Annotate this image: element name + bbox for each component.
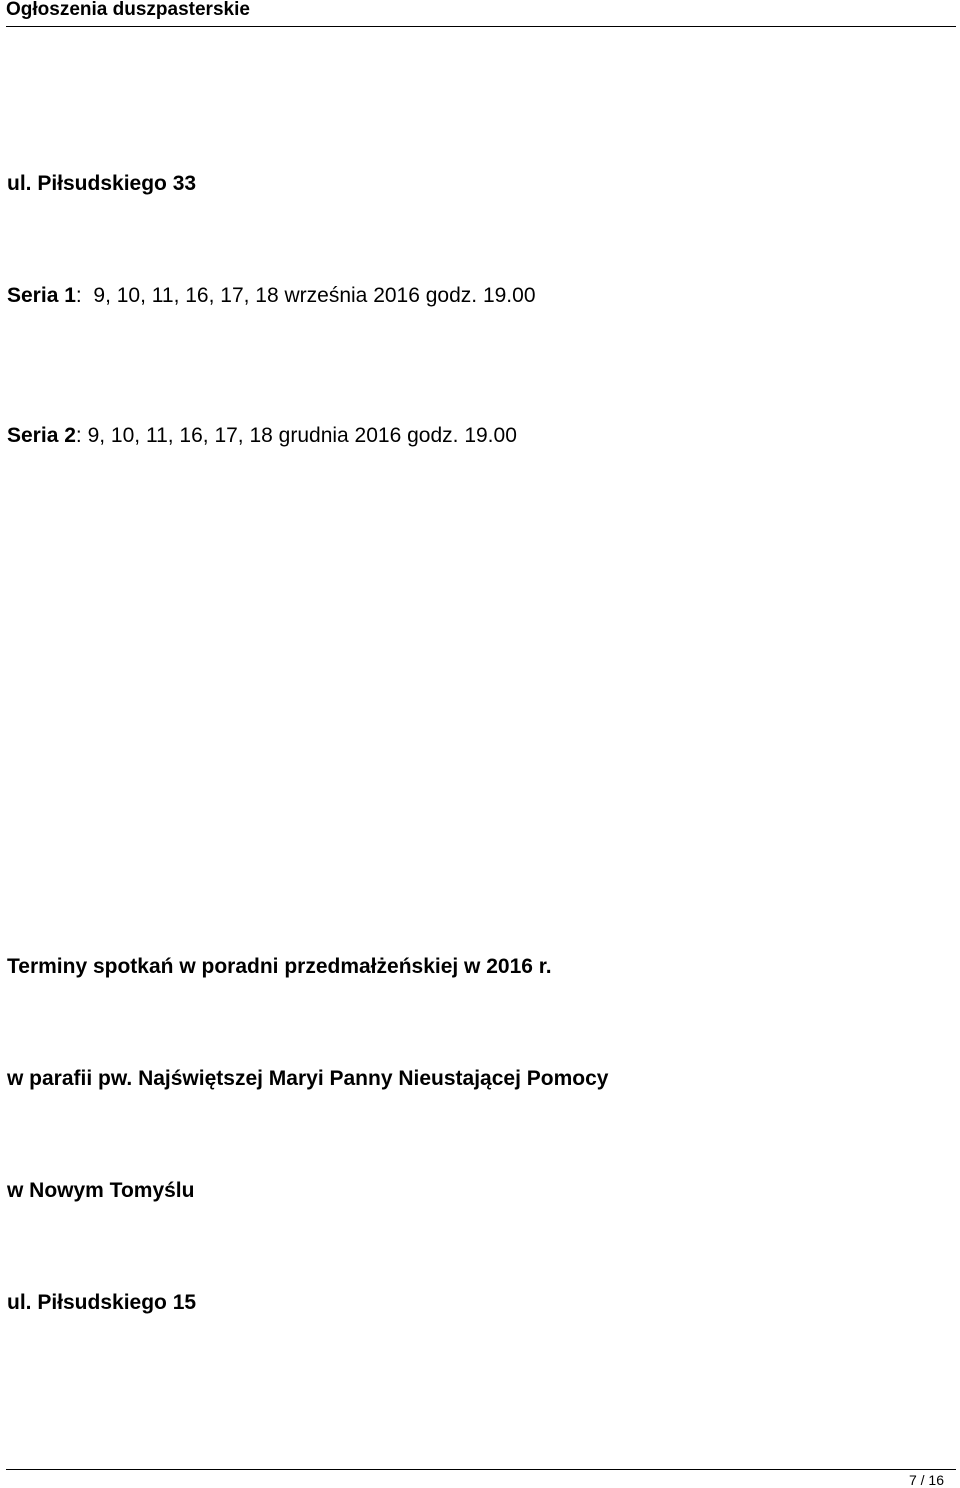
address-piłsudskiego-15: ul. Piłsudskiego 15 — [7, 1291, 197, 1314]
town-name: w Nowym Tomyślu — [7, 1179, 195, 1202]
series-2-label: Seria 2 — [7, 424, 76, 447]
series-1-line — [7, 284, 536, 308]
parish-name: w parafii pw. Najświętszej Maryi Panny Nieustającej Pomocy — [7, 1067, 609, 1090]
series-1-dates: 9, 10, 11, 16, 17, 18 września 2016 godz. 19.00 — [93, 284, 536, 307]
series-2-dates: 9, 10, 11, 16, 17, 18 grudnia 2016 godz. 19.00 — [87, 424, 517, 447]
series-2-separator: : — [75, 424, 82, 447]
section-heading: Terminy spotkań w poradni przedmałżeńskiej w 2016 r. — [7, 955, 552, 978]
series-2-line — [7, 424, 517, 448]
page-number: 7 / 16 — [908, 1472, 944, 1488]
page-header — [6, 0, 956, 27]
document-title: Ogłoszenia duszpasterskie — [6, 0, 250, 20]
address-piłsudskiego-33: ul. Piłsudskiego 33 — [7, 172, 197, 195]
page-footer — [6, 1469, 956, 1488]
series-1-label: Seria 1 — [7, 284, 76, 307]
series-1-separator: : — [75, 284, 82, 307]
